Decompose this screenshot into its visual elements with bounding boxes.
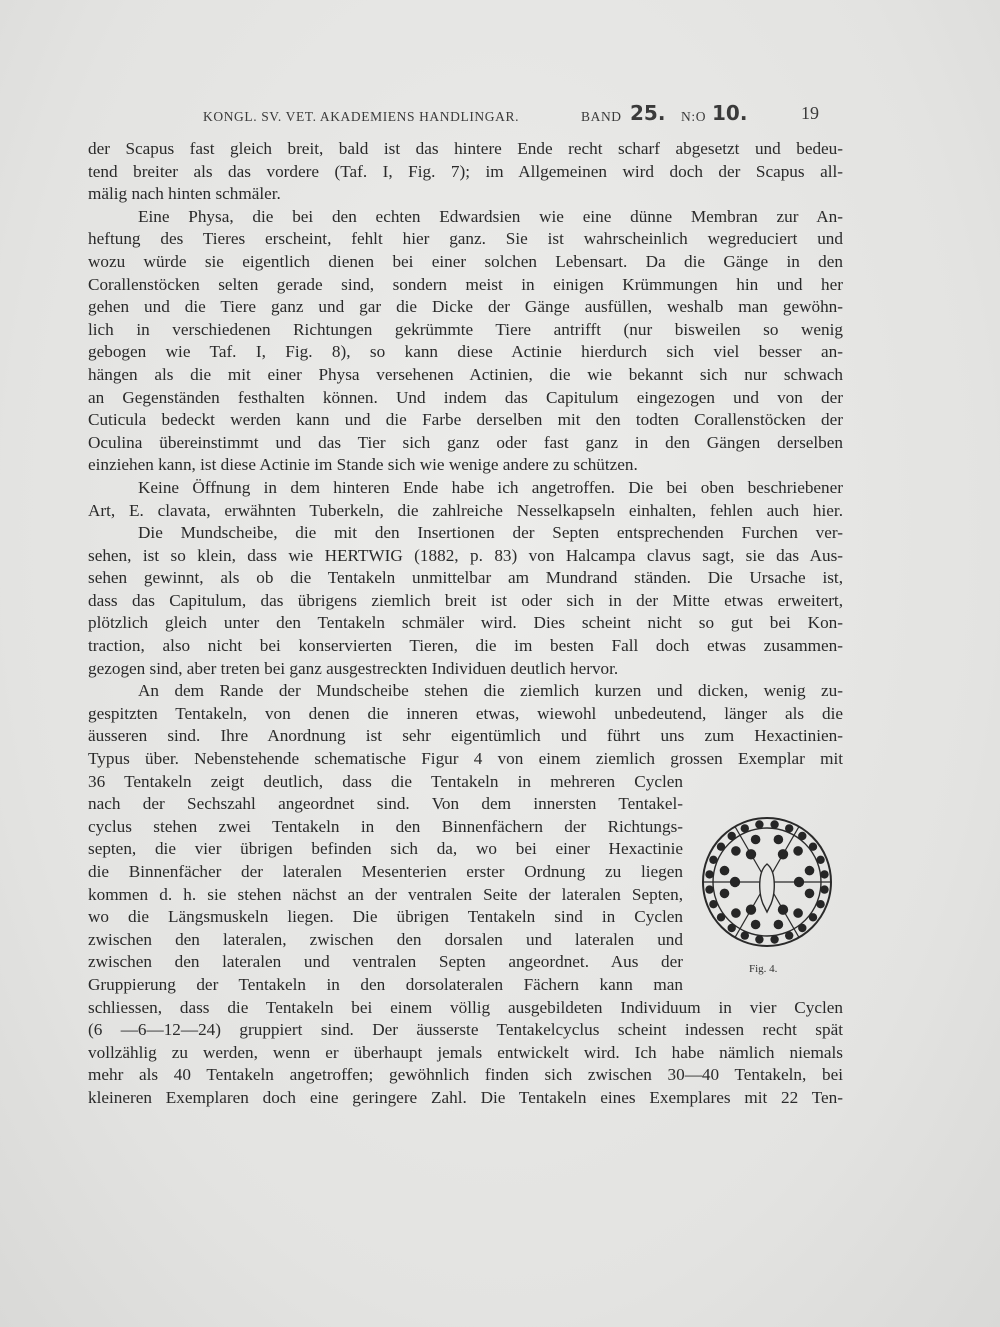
text-line: wozu würde sie eigentlich dienen bei einer solchen Lebensart. Da die Gänge in den bbox=[88, 251, 843, 271]
tentacle-dot bbox=[778, 849, 788, 859]
tentacle-dot bbox=[705, 870, 713, 878]
text-line: der Scapus fast gleich breit, bald ist das hintere Ende recht scharf abgesetzt und bedeu- bbox=[88, 139, 843, 158]
text-line: nach der Sechszahl angeordnet sind. Von dem innersten Tentakel- bbox=[88, 794, 683, 814]
page-number: 19 bbox=[801, 103, 819, 123]
tentacle-dot bbox=[816, 856, 824, 864]
text-line: heftung des Tieres erscheint, fehlt hier ganz. Sie ist wahrscheinlich wegreduciert und bbox=[88, 229, 843, 249]
text-line: gezogen sind, aber treten bei ganz ausgestreckten Individuen deutlich hervor. bbox=[88, 658, 619, 678]
text-line: An dem Rande der Mundscheibe stehen die ziemlich kurzen und dicken, wenig zu- bbox=[138, 681, 843, 701]
tentacle-diagram-figure bbox=[697, 812, 837, 952]
tentacle-dot bbox=[709, 900, 717, 908]
tentacle-dot bbox=[785, 824, 793, 832]
tentacle-dot bbox=[793, 908, 803, 918]
text-line: einziehen kann, ist diese Actinie im Stande sich wie wenige andere zu schützen. bbox=[88, 455, 638, 475]
text-line: an Gegenständen festhalten können. Und indem das Capitulum eingezogen und von der bbox=[88, 387, 843, 407]
tentacle-dot bbox=[709, 856, 717, 864]
tentacle-dot bbox=[809, 913, 817, 921]
tentacle-dot bbox=[730, 877, 740, 887]
tentacle-dot bbox=[798, 924, 806, 932]
text-line: Die Mundscheibe, die mit den Insertionen der Septen entsprechenden Furchen ver- bbox=[138, 523, 843, 543]
tentacle-dot bbox=[720, 889, 730, 899]
text-line: Keine Öffnung in dem hinteren Ende habe ich angetroffen. Die bei oben beschriebener bbox=[138, 477, 843, 497]
text-line: Art, E. clavata, erwähnten Tuberkeln, die zahlreiche Nesselkapseln einhalten, fehlen auch hier. bbox=[88, 500, 843, 520]
text-line: zwischen den lateralen und ventralen Septen angeordnet. Aus der bbox=[88, 952, 683, 972]
tentacle-dot bbox=[720, 866, 730, 876]
text-line: schliessen, dass die Tentakeln bei einem völlig ausgebildeten Individuum in vier Cyclen bbox=[88, 997, 843, 1017]
tentacle-dot bbox=[794, 877, 804, 887]
text-line: plötzlich gleich unter den Tentakeln schmäler wird. Dies scheint nicht so gut bei Kon- bbox=[88, 613, 843, 633]
text-line: zwischen den lateralen, zwischen den dorsalen und lateralen und bbox=[88, 929, 683, 949]
tentacle-dot bbox=[728, 832, 736, 840]
text-line: Oculina übereinstimmt und das Tier sich ganz oder fast ganz in den Gängen derselben bbox=[88, 432, 843, 452]
tentacle-dot bbox=[705, 885, 713, 893]
band-number: 25. bbox=[630, 101, 666, 125]
text-line: dass das Capitulum, das übrigens ziemlich breit ist oder sich in der Mitte etwas erweitert, bbox=[88, 590, 843, 610]
tentacle-dot bbox=[820, 885, 828, 893]
text-line: 36 Tentakeln zeigt deutlich, dass die Tentakeln in mehreren Cyclen bbox=[88, 771, 683, 791]
text-line: die Binnenfächer der lateralen Mesenterien erster Ordnung zu liegen bbox=[88, 862, 683, 881]
tentacle-dot bbox=[774, 835, 784, 845]
tentacle-dot bbox=[717, 913, 725, 921]
issue-number: 10. bbox=[712, 101, 748, 125]
text-line: lich in verschiedenen Richtungen gekrümmte Tiere antrifft (nur bisweilen so wenig bbox=[88, 319, 843, 339]
tentacle-dot bbox=[755, 935, 763, 943]
tentacle-dot bbox=[770, 935, 778, 943]
tentacle-dot bbox=[746, 905, 756, 915]
tentacle-dot bbox=[778, 905, 788, 915]
text-line: tend breiter als das vordere (Taf. I, Fig. 7); im Allgemeinen wird doch der Scapus all- bbox=[88, 161, 843, 181]
mouth-disc bbox=[760, 864, 775, 912]
running-title: KONGL. SV. VET. AKADEMIENS HANDLINGAR. bbox=[203, 109, 520, 124]
tentacle-dot bbox=[755, 820, 763, 828]
text-line: vollzählig zu werden, wenn er überhaupt jemals entwickelt wird. Ich habe nämlich niemals bbox=[88, 1042, 843, 1062]
text-line: gespitzten Tentakeln, von denen die inneren etwas, wiewohl unbedeutend, länger als die bbox=[88, 703, 843, 723]
body-text bbox=[88, 138, 843, 1110]
running-header bbox=[203, 100, 823, 130]
tentacle-dot bbox=[805, 866, 815, 876]
text-line: Eine Physa, die bei den echten Edwardsien wie eine dünne Membran zur An- bbox=[138, 206, 843, 226]
tentacle-dot bbox=[717, 843, 725, 851]
tentacle-dot bbox=[774, 920, 784, 930]
tentacle-dot bbox=[809, 843, 817, 851]
text-line: hängen als die mit einer Physa versehenen Actinien, die wie bekannt sich nur schwach bbox=[88, 364, 843, 384]
text-line: septen, die vier übrigen befinden sich da, wo bei einer Hexactinie bbox=[88, 839, 683, 859]
tentacle-dot bbox=[731, 846, 741, 856]
tentacle-dot bbox=[731, 908, 741, 918]
tentacle-dot bbox=[816, 900, 824, 908]
tentacle-dot bbox=[751, 835, 761, 845]
tentacle-dot bbox=[741, 931, 749, 939]
text-line: Gruppierung der Tentakeln in den dorsolateralen Fächern kann man bbox=[88, 974, 683, 994]
tentacle-dot bbox=[746, 849, 756, 859]
text-line: gebogen wie Taf. I, Fig. 8), so kann diese Actinie hierdurch sich viel besser an- bbox=[88, 342, 843, 362]
tentacle-dot bbox=[741, 824, 749, 832]
tentacle-dot bbox=[820, 870, 828, 878]
number-label: N:O bbox=[681, 109, 707, 124]
text-line: cyclus stehen zwei Tentakeln in den Binnenfächern der Richtungs- bbox=[88, 816, 683, 836]
tentacle-dot bbox=[770, 820, 778, 828]
text-line: äusseren sind. Ihre Anordnung ist sehr eigentümlich und führt uns zum Hexactinien- bbox=[88, 726, 843, 746]
band-label: BAND bbox=[581, 109, 622, 124]
text-line: sehen, ist so klein, dass wie HERTWIG (1882, p. 83) von Halcampa clavus sagt, sie das Aus- bbox=[88, 545, 843, 565]
figure-caption: Fig. 4. bbox=[749, 963, 778, 975]
tentacle-dot bbox=[805, 889, 815, 899]
text-line: kommen d. h. sie stehen nächst an der ventralen Seite der lateralen Septen, bbox=[88, 884, 683, 904]
text-line: Cuticula bedeckt werden kann und die Farbe derselben mit den todten Corallenstöcken der bbox=[88, 410, 843, 430]
text-line: mälig nach hinten schmäler. bbox=[88, 184, 281, 204]
tentacle-arrangement-diagram bbox=[697, 812, 837, 952]
tentacle-dot bbox=[751, 920, 761, 930]
tentacle-dot bbox=[728, 924, 736, 932]
text-line: sehen gewinnt, als ob die Tentakeln unmittelbar am Mundrand ständen. Die Ursache ist, bbox=[88, 568, 843, 588]
text-line: gehen und die Tiere ganz und gar die Dicke der Gänge ausfüllen, weshalb man gewöhn- bbox=[88, 297, 843, 317]
text-line: wo die Längsmuskeln liegen. Die übrigen Tentakeln sind in Cyclen bbox=[88, 907, 683, 927]
text-line: Corallenstöcken selten gerade sind, sondern meist in einigen Krümmungen hin und her bbox=[88, 274, 843, 294]
tentacle-dot bbox=[785, 931, 793, 939]
tentacle-dot bbox=[798, 832, 806, 840]
tentacle-dot bbox=[793, 846, 803, 856]
text-line: (6 —6—12—24) gruppiert sind. Der äusserste Tentakelcyclus scheint indessen recht spät bbox=[88, 1020, 843, 1040]
text-line: kleineren Exemplaren doch eine geringere Zahl. Die Tentakeln eines Exemplares mit 22 Ten- bbox=[88, 1087, 843, 1107]
text-line: mehr als 40 Tentakeln angetroffen; gewöhnlich finden sich zwischen 30—40 Tentakeln, bei bbox=[88, 1065, 843, 1085]
text-line: Typus über. Nebenstehende schematische Figur 4 von einem ziemlich grossen Exemplar mit bbox=[88, 749, 843, 769]
text-line: traction, also nicht bei konservierten Tieren, die im besten Fall doch etwas zusammen- bbox=[88, 636, 843, 656]
